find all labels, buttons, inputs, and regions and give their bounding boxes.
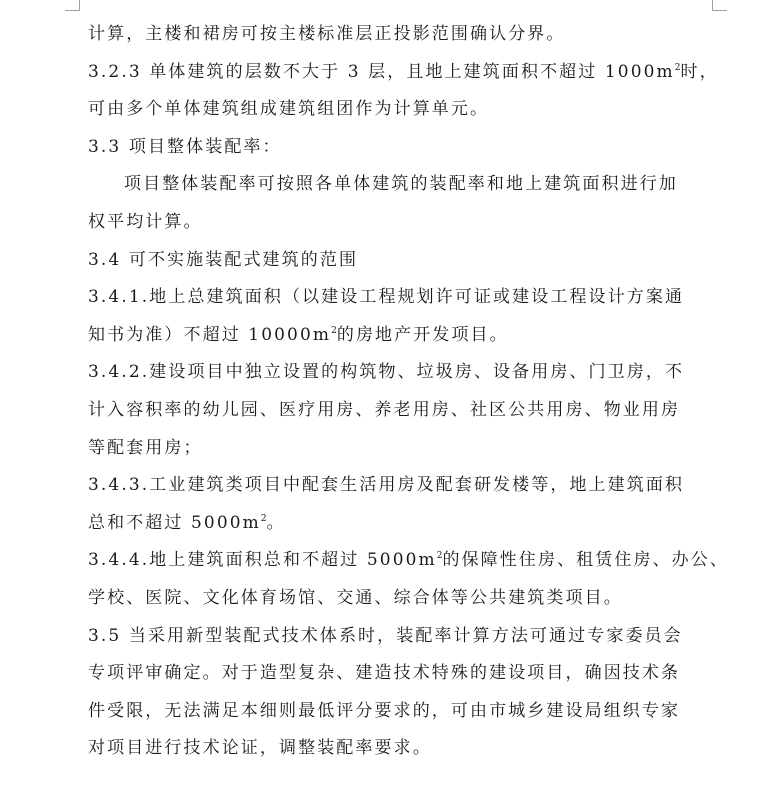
- text-segment: 总和不超过 5000m: [88, 512, 261, 533]
- text-line: 权平均计算。: [88, 211, 203, 232]
- text-line: 3.4.2.建设项目中独立设置的构筑物、垃圾房、设备用房、门卫房，不: [88, 362, 685, 383]
- text-line: 3.3 项目整体装配率：: [88, 136, 282, 157]
- page-corner-mark-left: [65, 0, 80, 11]
- superscript: 2: [331, 325, 337, 336]
- text-line: 3.5 当采用新型装配式技术体系时，装配率计算方法可通过专家委员会: [88, 625, 683, 646]
- text-line: [88, 54, 719, 92]
- text-segment: 的房地产开发项目。: [336, 324, 509, 345]
- text-line: 对项目进行技术论证，调整装配率要求。: [88, 738, 432, 759]
- superscript: 2: [674, 62, 681, 73]
- text-line: [88, 317, 716, 355]
- text-segment: 3.2.3 单体建筑的层数不大于 3 层，且地上建筑面积不超过 1000m: [88, 61, 675, 82]
- text-line: 可由多个单体建筑组成建筑组团作为计算单元。: [88, 99, 490, 120]
- text-line: 等配套用房；: [88, 437, 203, 458]
- text-line: 项目整体装配率可按照各单体建筑的装配率和地上建筑面积进行加: [124, 174, 678, 195]
- text-segment: 3.4.4.地上建筑面积总和不超过 5000m: [88, 550, 437, 571]
- text-line: 专项评审确定。对于造型复杂、建造技术特殊的建设项目，确因技术条: [88, 663, 681, 684]
- superscript: 2: [260, 513, 267, 524]
- text-line: 3.4.3.工业建筑类项目中配套生活用房及配套研发楼等，地上建筑面积: [88, 475, 685, 496]
- text-segment: 。: [266, 512, 286, 533]
- text-line: [88, 505, 716, 543]
- text-segment: 时，: [680, 61, 719, 82]
- text-segment: 的保障性住房、租赁住房、办公、: [442, 550, 729, 571]
- text-line: [88, 542, 729, 580]
- text-line: 件受限，无法满足本细则最低评分要求的，可由市城乡建设局组织专家: [88, 700, 681, 721]
- superscript: 2: [436, 551, 443, 562]
- text-line: 计算，主楼和裙房可按主楼标准层正投影范围确认分界。: [88, 24, 566, 44]
- text-segment: 知书为准）不超过 10000m: [88, 324, 332, 345]
- page-corner-mark-right: [712, 0, 727, 11]
- text-line: 计入容积率的幼儿园、医疗用房、养老用房、社区公共用房、物业用房: [88, 399, 681, 420]
- document-body: [88, 16, 729, 768]
- text-line: 3.4 可不实施装配式建筑的范围: [88, 249, 359, 270]
- text-line: 学校、医院、文化体育场馆、交通、综合体等公共建筑类项目。: [88, 587, 623, 608]
- text-line: 3.4.1.地上总建筑面积（以建设工程规划许可证或建设工程设计方案通: [88, 287, 685, 308]
